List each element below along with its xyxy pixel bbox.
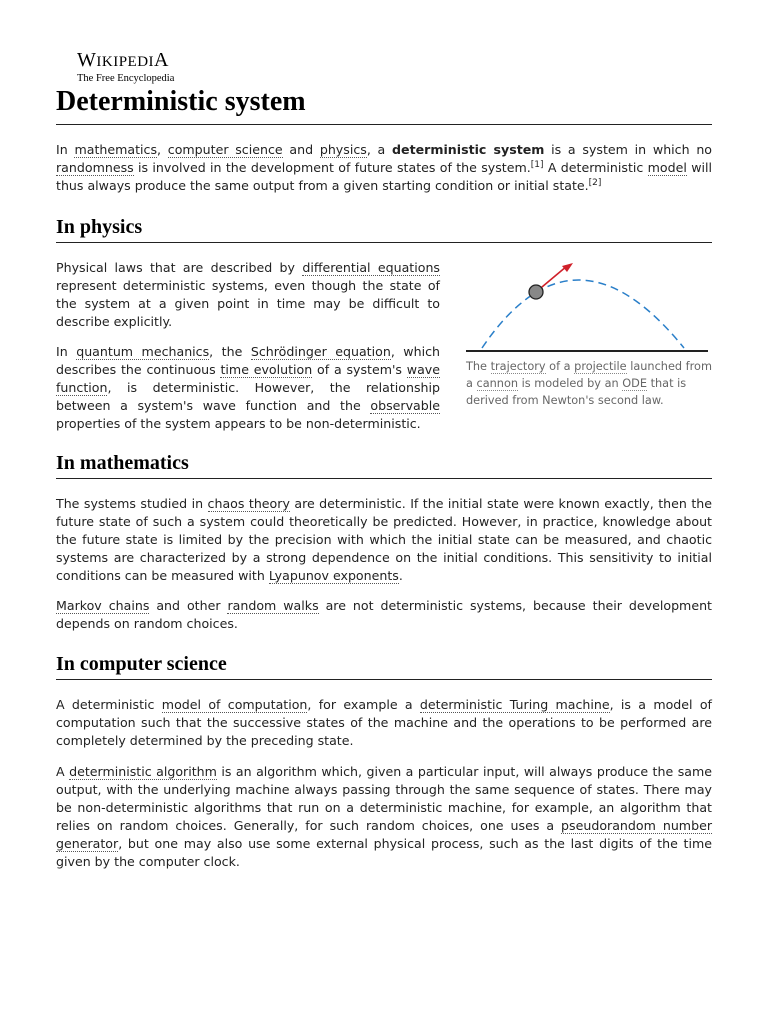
physics-paragraph-1: Physical laws that are described by differential equations represent deterministic systems, even though the state of the system at a given point in time may be difficult to describe explicitly.	[56, 260, 440, 329]
link-chaos-theory[interactable]: chaos theory	[207, 496, 290, 511]
mathematics-paragraph-1: The systems studied in chaos theory are deterministic. If the initial state were known exactly, then the future state of such a system could theoretically be predicted. However, in practice, knowledge about the future state is limited by the precision with which the initial state can be measured, and chaotic systems are characterized by a strong dependence on the initial conditions. This sensitivity to initial conditions can be measured with Lyapunov exponents.	[56, 496, 712, 583]
link-schrodinger-equation[interactable]: Schrödinger equation	[250, 344, 391, 359]
link-deterministic-turing-machine[interactable]: deterministic Turing machine	[419, 697, 610, 712]
projectile-ball	[529, 285, 543, 299]
link-markov-chains[interactable]: Markov chains	[56, 598, 150, 613]
link-trajectory[interactable]: trajectory	[490, 360, 546, 373]
link-projectile[interactable]: projectile	[574, 360, 627, 373]
trajectory-diagram[interactable]	[466, 256, 712, 354]
link-observable[interactable]: observable	[370, 398, 440, 413]
link-wave-function[interactable]: wave function	[56, 362, 440, 395]
page-title: Deterministic system	[56, 86, 306, 117]
bold-term: deterministic system	[392, 142, 545, 157]
link-pseudorandom-number-generator[interactable]: pseudorandom number generator	[56, 818, 712, 851]
logo-wordmark: WIKIPEDIA	[77, 49, 169, 71]
physics-paragraph-2: In quantum mechanics, the Schrödinger equation, which describes the continuous time evolution of a system's wave function, is deterministic. However, the relationship between a system's wave function and the observable properties of the system appears to be non-deterministic.	[56, 344, 440, 431]
heading-in-computer-science: In computer science	[56, 653, 227, 675]
link-lyapunov-exponents[interactable]: Lyapunov exponents	[268, 568, 399, 583]
heading-in-physics: In physics	[56, 216, 143, 238]
link-time-evolution[interactable]: time evolution	[220, 362, 313, 377]
title-divider	[56, 124, 712, 125]
link-random-walks[interactable]: random walks	[227, 598, 319, 613]
wikipedia-logo[interactable]	[77, 50, 174, 84]
trajectory-curve	[482, 280, 684, 348]
reference-2[interactable]: [2]	[588, 177, 602, 188]
link-ode[interactable]: ODE	[622, 377, 647, 390]
mathematics-paragraph-2: Markov chains and other random walks are not deterministic systems, because their development depends on random choices.	[56, 598, 712, 631]
link-computer-science[interactable]: computer science	[167, 142, 283, 157]
link-cannon[interactable]: cannon	[476, 377, 519, 390]
link-differential-equations[interactable]: differential equations	[302, 260, 440, 275]
logo-tagline: The Free Encyclopedia	[77, 73, 175, 84]
link-quantum-mechanics[interactable]: quantum mechanics	[76, 344, 210, 359]
reference-1[interactable]: [1]	[530, 159, 544, 170]
link-mathematics[interactable]: mathematics	[74, 142, 158, 157]
computer-science-paragraph-1: A deterministic model of computation, for example a deterministic Turing machine, is a model of computation such that the successive states of the machine and the operations to be performed are completely determined by the preceding state.	[56, 697, 712, 748]
trajectory-figure	[466, 256, 712, 409]
link-deterministic-algorithm[interactable]: deterministic algorithm	[69, 764, 217, 779]
heading-in-mathematics: In mathematics	[56, 452, 189, 474]
velocity-arrowhead	[562, 263, 573, 272]
figure-caption: The trajectory of a projectile launched from a cannon is modeled by an ODE that is derived from Newton's second law.	[466, 360, 712, 407]
physics-divider	[56, 242, 712, 243]
computer-science-paragraph-2: A deterministic algorithm is an algorithm which, given a particular input, will always produce the same output, with the underlying machine always passing through the same sequence of states. There may be non-deterministic algorithms that run on a deterministic machine, for example, an algorithm that relies on random choices. Generally, for such random choices, one uses a pseudorandom number generator, but one may also use some external physical process, such as the last digits of the time given by the computer clock.	[56, 764, 712, 869]
link-model-of-computation[interactable]: model of computation	[161, 697, 308, 712]
link-randomness[interactable]: randomness	[56, 160, 134, 175]
intro-paragraph: In mathematics, computer science and physics, a deterministic system is a system in which no randomness is involved in the development of future states of the system.[1] A deterministic model will thus always produce the same output from a given starting condition or initial state.[2]	[56, 142, 713, 193]
link-physics[interactable]: physics	[319, 142, 367, 157]
mathematics-divider	[56, 478, 712, 479]
computer-science-divider	[56, 679, 712, 680]
link-model[interactable]: model	[647, 160, 687, 175]
